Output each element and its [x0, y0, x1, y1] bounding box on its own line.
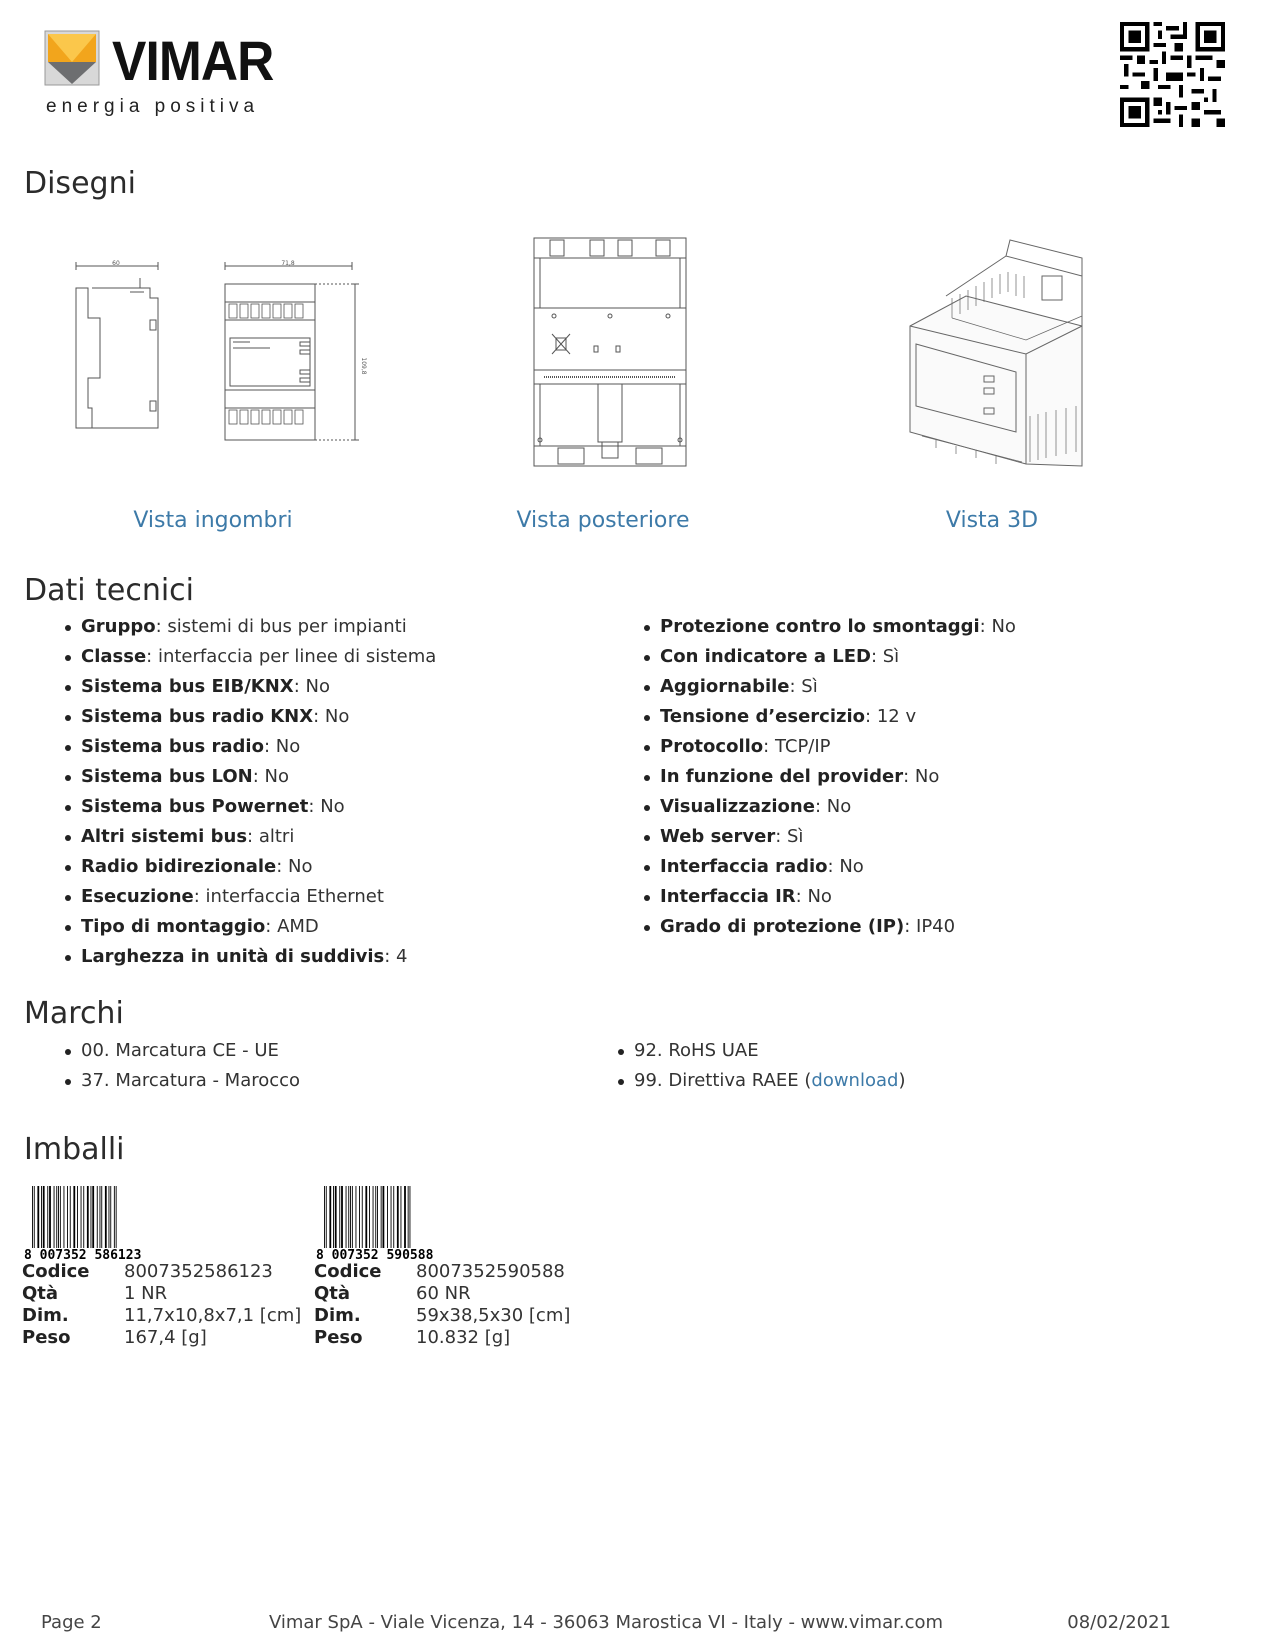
barcode-bar	[369, 1186, 370, 1248]
barcode-bar	[401, 1186, 402, 1248]
spec-key: Grado di protezione (IP)	[660, 916, 905, 937]
barcode-bar	[109, 1186, 110, 1248]
spec-key: Interfaccia IR	[660, 886, 796, 907]
barcode-bar	[397, 1186, 399, 1248]
footer-date: 08/02/2021	[1067, 1612, 1171, 1633]
spec-key: Tipo di montaggio	[81, 916, 266, 937]
spec-value: : No	[795, 886, 832, 907]
barcode-bar	[101, 1186, 102, 1248]
drawing-caption-2[interactable]: Vista posteriore	[516, 508, 690, 533]
barcode-bar	[333, 1186, 334, 1248]
value-dim: 59x38,5x30 [cm]	[416, 1305, 571, 1326]
mark-item: 00. Marcatura CE - UE	[81, 1036, 300, 1066]
spec-item	[81, 912, 436, 942]
barcode-bar	[404, 1186, 406, 1248]
spec-item	[660, 792, 1016, 822]
spec-key: Sistema bus radio KNX	[81, 706, 314, 727]
label-dim: Dim.	[314, 1305, 361, 1326]
barcode-bar	[393, 1186, 394, 1248]
barcode-bar	[77, 1186, 78, 1248]
spec-key: Protocollo	[660, 736, 764, 757]
section-title-marks: Marchi	[24, 996, 124, 1031]
spec-value: : TCP/IP	[763, 736, 831, 757]
spec-value: : IP40	[904, 916, 956, 937]
footer-address: Vimar SpA - Viale Vicenza, 14 - 36063 Marostica VI - Italy - www.vimar.com	[268, 1612, 944, 1633]
spec-value: : No	[313, 706, 350, 727]
value-weight: 167,4 [g]	[124, 1327, 207, 1348]
spec-value: : Sì	[789, 676, 818, 697]
barcode-bar	[341, 1186, 343, 1248]
barcode-bar	[54, 1186, 55, 1248]
spec-key: Altri sistemi bus	[81, 826, 248, 847]
download-link[interactable]: download	[811, 1070, 899, 1091]
spec-value: : No	[252, 766, 289, 787]
drawing-caption-3[interactable]: Vista 3D	[945, 508, 1039, 533]
spec-value: : No	[979, 616, 1016, 637]
barcode-bar	[56, 1186, 57, 1248]
spec-value: : 12 v	[865, 706, 917, 727]
3d-view-drawing	[906, 236, 1086, 468]
dim-label-a: 60	[112, 260, 120, 267]
barcode-bar	[92, 1186, 94, 1248]
barcode-bar	[356, 1186, 357, 1248]
spec-item	[660, 732, 1016, 762]
spec-key: Gruppo	[81, 616, 156, 637]
barcode-bar	[408, 1186, 409, 1248]
spec-value: : sistemi di bus per impianti	[155, 616, 407, 637]
spec-value: : No	[308, 796, 345, 817]
spec-item	[660, 912, 1016, 942]
spec-item	[660, 672, 1016, 702]
dim-label-height: 109,8	[360, 357, 367, 375]
spec-value: : No	[293, 676, 330, 697]
spec-item	[660, 852, 1016, 882]
barcode-bar	[47, 1186, 48, 1248]
marks-list-left	[81, 1036, 300, 1096]
mark-item: 92. RoHS UAE	[634, 1036, 905, 1066]
barcode-bar	[81, 1186, 82, 1248]
barcode-bar	[362, 1186, 363, 1248]
barcode-bar	[375, 1186, 376, 1248]
barcode-bar	[326, 1186, 327, 1248]
label-weight: Peso	[314, 1327, 363, 1348]
barcode-bar	[105, 1186, 107, 1248]
spec-value: : No	[827, 856, 864, 877]
barcode-bar	[67, 1186, 68, 1248]
spec-list-left	[81, 612, 436, 972]
barcode-bar	[100, 1186, 101, 1248]
spec-key: Sistema bus LON	[81, 766, 253, 787]
barcode-bar	[339, 1186, 340, 1248]
section-title-tech: Dati tecnici	[24, 573, 195, 608]
label-code: Codice	[22, 1261, 90, 1282]
barcode-bar	[34, 1186, 35, 1248]
dimension-drawing	[70, 258, 370, 468]
barcode-bar	[87, 1186, 89, 1248]
spec-value: : No	[263, 736, 301, 757]
package-table-1	[22, 1261, 301, 1349]
spec-item	[660, 762, 1016, 792]
spec-item	[660, 822, 1016, 852]
dim-label-b: 71,8	[281, 260, 295, 267]
package-table-2	[314, 1261, 570, 1349]
spec-value: : 4	[384, 946, 408, 967]
barcode-bar	[91, 1186, 92, 1248]
barcode-bar	[60, 1186, 61, 1248]
spec-value: : interfaccia Ethernet	[193, 886, 384, 907]
brand-name: VIMAR	[112, 29, 274, 92]
barcode-number: 8 007352 590588	[316, 1248, 434, 1262]
barcode-bar	[64, 1186, 65, 1248]
qr-code-icon	[1120, 22, 1225, 127]
spec-item	[81, 702, 436, 732]
barcode-bar	[324, 1186, 325, 1248]
spec-key: Larghezza in unità di suddivis	[81, 946, 385, 967]
spec-key: Tensione d’esercizio	[660, 706, 866, 727]
rear-view-drawing	[530, 234, 690, 470]
barcode-bar	[110, 1186, 111, 1248]
spec-key: Con indicatore a LED	[660, 646, 871, 667]
barcode-bar	[348, 1186, 349, 1248]
barcode-bar	[58, 1186, 59, 1248]
barcode-bar	[116, 1186, 117, 1248]
barcode-bar	[114, 1186, 115, 1248]
barcode-bar	[381, 1186, 382, 1248]
label-qty: Qtà	[22, 1283, 59, 1304]
brand-tagline: energia positiva	[46, 96, 260, 117]
barcode-bar	[359, 1186, 360, 1248]
barcode-bar	[373, 1186, 374, 1248]
spec-key: Interfaccia radio	[660, 856, 828, 877]
spec-value: : AMD	[265, 916, 319, 937]
mark-text-suffix: )	[898, 1070, 906, 1091]
barcode-bar	[387, 1186, 388, 1248]
barcode-bar	[329, 1186, 331, 1248]
barcode-bar	[346, 1186, 347, 1248]
spec-item	[81, 672, 436, 702]
barcode-bar	[352, 1186, 353, 1248]
spec-item	[81, 822, 436, 852]
value-qty: 60 NR	[416, 1283, 471, 1304]
spec-item	[81, 762, 436, 792]
barcode-bar	[391, 1186, 392, 1248]
spec-item	[81, 642, 436, 672]
value-weight: 10.832 [g]	[416, 1327, 511, 1348]
footer-page-number: Page 2	[41, 1612, 102, 1633]
barcode-bar	[335, 1186, 337, 1248]
barcode-bar	[32, 1186, 33, 1248]
value-qty: 1 NR	[124, 1283, 168, 1304]
barcode-bar	[73, 1186, 75, 1248]
mark-text: 99. Direttiva RAEE (	[634, 1070, 812, 1091]
drawing-caption-1[interactable]: Vista ingombri	[133, 508, 293, 533]
spec-key: Classe	[81, 646, 147, 667]
spec-value: : interfaccia per linee di sistema	[146, 646, 437, 667]
barcode-bar	[97, 1186, 98, 1248]
barcode-bar	[377, 1186, 378, 1248]
spec-value: : altri	[247, 826, 295, 847]
barcode-bar	[410, 1186, 411, 1248]
spec-key: Web server	[660, 826, 776, 847]
mark-item: 37. Marcatura - Marocco	[81, 1066, 300, 1096]
label-weight: Peso	[22, 1327, 71, 1348]
spec-item	[81, 792, 436, 822]
spec-item	[81, 732, 436, 762]
barcode-bar	[49, 1186, 51, 1248]
spec-value: : Sì	[870, 646, 900, 667]
marks-list-right	[634, 1036, 905, 1096]
vimar-logo-icon	[44, 30, 100, 88]
label-dim: Dim.	[22, 1305, 69, 1326]
spec-item	[81, 942, 436, 972]
barcode-bar	[43, 1186, 45, 1248]
barcode-bar	[83, 1186, 84, 1248]
spec-list-right	[660, 612, 1016, 942]
spec-value: : No	[814, 796, 852, 817]
barcode-bar	[383, 1186, 385, 1248]
spec-item	[660, 612, 1016, 642]
spec-item	[660, 642, 1016, 672]
spec-key: Sistema bus EIB/KNX	[81, 676, 294, 697]
spec-item	[81, 612, 436, 642]
barcode-number: 8 007352 586123	[24, 1248, 142, 1262]
section-title-drawings: Disegni	[24, 166, 136, 201]
spec-item	[81, 882, 436, 912]
barcode-bar	[350, 1186, 351, 1248]
spec-key: Sistema bus Powernet	[81, 796, 309, 817]
value-code: 8007352590588	[416, 1261, 565, 1282]
spec-value: : Sì	[775, 826, 804, 847]
barcode-bar	[365, 1186, 367, 1248]
barcode-image	[314, 1184, 444, 1262]
barcode-bar	[37, 1186, 39, 1248]
section-title-packaging: Imballi	[24, 1132, 125, 1167]
barcode-bar	[41, 1186, 42, 1248]
spec-key: Protezione contro lo smontaggi	[660, 616, 980, 637]
spec-key: Aggiornabile	[660, 676, 790, 697]
spec-item	[660, 882, 1016, 912]
spec-item	[660, 702, 1016, 732]
spec-key: Visualizzazione	[660, 796, 815, 817]
barcode-bar	[70, 1186, 71, 1248]
spec-key: Radio bidirezionale	[81, 856, 277, 877]
spec-key: Sistema bus radio	[81, 736, 264, 757]
mark-item	[634, 1066, 905, 1096]
spec-key: In funzione del provider	[660, 766, 904, 787]
spec-value: : No	[903, 766, 940, 787]
label-code: Codice	[314, 1261, 382, 1282]
barcode-image	[22, 1184, 152, 1262]
value-code: 8007352586123	[124, 1261, 273, 1282]
spec-item	[81, 852, 436, 882]
spec-value: : No	[276, 856, 313, 877]
label-qty: Qtà	[314, 1283, 351, 1304]
spec-key: Esecuzione	[81, 886, 194, 907]
value-dim: 11,7x10,8x7,1 [cm]	[124, 1305, 302, 1326]
